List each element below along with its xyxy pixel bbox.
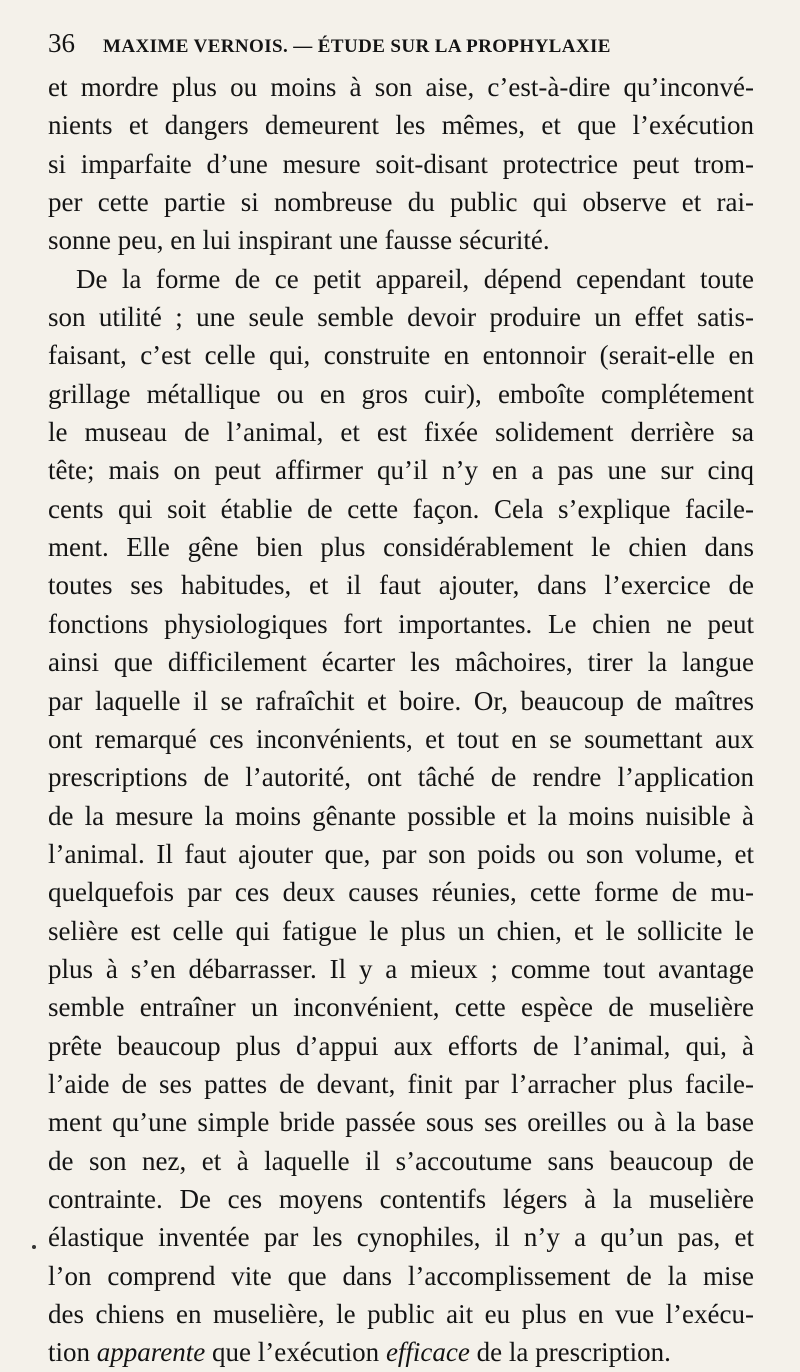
text-line: quelquefois par ces deux causes réunies, cette forme de mu-: [48, 877, 754, 908]
text-line: et mordre plus ou moins à son aise, c’est-à-dire qu’inconvé-: [48, 72, 754, 102]
text-line: ont remarqué ces inconvénients, et tout en se soumettant aux: [48, 723, 754, 754]
text-line: toutes ses habitudes, et il faut ajouter, dans l’exercice de: [48, 570, 754, 601]
final-text-line: [48, 1333, 754, 1371]
italic-word-apparente: apparente: [96, 1337, 206, 1368]
margin-dot-mark: [32, 1245, 36, 1249]
text-line: ment. Elle gêne bien plus considérablement le chien dans: [48, 532, 754, 563]
final-line-middle: que l’exécution: [205, 1337, 386, 1368]
text-line: fonctions physiologiques fort importantes. Le chien ne peut: [48, 608, 754, 639]
text-line: selière est celle qui fatigue le plus un chien, et le sollicite le: [48, 915, 754, 946]
text-line: semble entraîner un inconvénient, cette espèce de muselière: [48, 992, 754, 1023]
text-line: l’animal. Il faut ajouter que, par son poids ou son volume, et: [48, 838, 754, 869]
final-line-start: tion: [48, 1337, 97, 1368]
text-line: l’on comprend vite que dans l’accomplissement de la mise: [48, 1260, 754, 1291]
text-line: faisant, c’est celle qui, construite en entonnoir (serait-elle en: [48, 340, 754, 371]
text-line: élastique inventée par les cynophiles, il n’y a qu’un pas, et: [48, 1222, 754, 1253]
text-line: l’aide de ses pattes de devant, finit par l’arracher plus facile-: [48, 1068, 754, 1099]
text-line: son utilité ; une seule semble devoir produire un effet satis-: [48, 302, 754, 333]
text-line: contrainte. De ces moyens contentifs légers à la muselière: [48, 1183, 754, 1214]
text-line: si imparfaite d’une mesure soit-disant protectrice peut trom-: [48, 148, 754, 179]
text-line: nients et dangers demeurent les mêmes, et que l’exécution: [48, 110, 754, 141]
text-line: prête beaucoup plus d’appui aux efforts de l’animal, qui, à: [48, 1030, 754, 1061]
italic-word-efficace: efficace: [385, 1337, 470, 1368]
text-line: cents qui soit établie de cette façon. Cela s’explique facile-: [48, 493, 754, 524]
text-line: per cette partie si nombreuse du public qui observe et rai-: [48, 187, 754, 218]
text-line: de son nez, et à laquelle il s’accoutume sans beaucoup de: [48, 1145, 754, 1176]
text-line: des chiens en muselière, le public ait eu plus en vue l’exécu-: [48, 1299, 754, 1329]
page-number: 36: [48, 28, 75, 58]
text-line: prescriptions de l’autorité, ont tâché de rendre l’application: [48, 762, 754, 793]
text-line: de la mesure la moins gênante possible et la moins nuisible à: [48, 800, 754, 831]
text-line: ainsi que difficilement écarter les mâchoires, tirer la langue: [48, 647, 754, 678]
text-line: De la forme de ce petit appareil, dépend cependant toute: [76, 263, 754, 294]
running-title: MAXIME VERNOIS. — ÉTUDE SUR LA PROPHYLAXIE: [103, 36, 611, 57]
text-line: plus à s’en débarrasser. Il y a mieux ; comme tout avantage: [48, 953, 754, 984]
running-head: [48, 28, 770, 68]
text-line: tête; mais on peut affirmer qu’il n’y en a pas une sur cinq: [48, 455, 754, 486]
text-line: grillage métallique ou en gros cuir), emboîte complétement: [48, 378, 754, 409]
text-line: le museau de l’animal, et est fixée solidement derrière sa: [48, 417, 754, 448]
final-line-end: de la prescription.: [469, 1337, 671, 1368]
text-line: ment qu’une simple bride passée sous ses oreilles ou à la base: [48, 1107, 754, 1138]
text-line: par laquelle il se rafraîchit et boire. Or, beaucoup de maîtres: [48, 685, 754, 716]
body-text: [48, 68, 754, 1372]
text-line: sonne peu, en lui inspirant une fausse sécurité.: [48, 225, 550, 256]
